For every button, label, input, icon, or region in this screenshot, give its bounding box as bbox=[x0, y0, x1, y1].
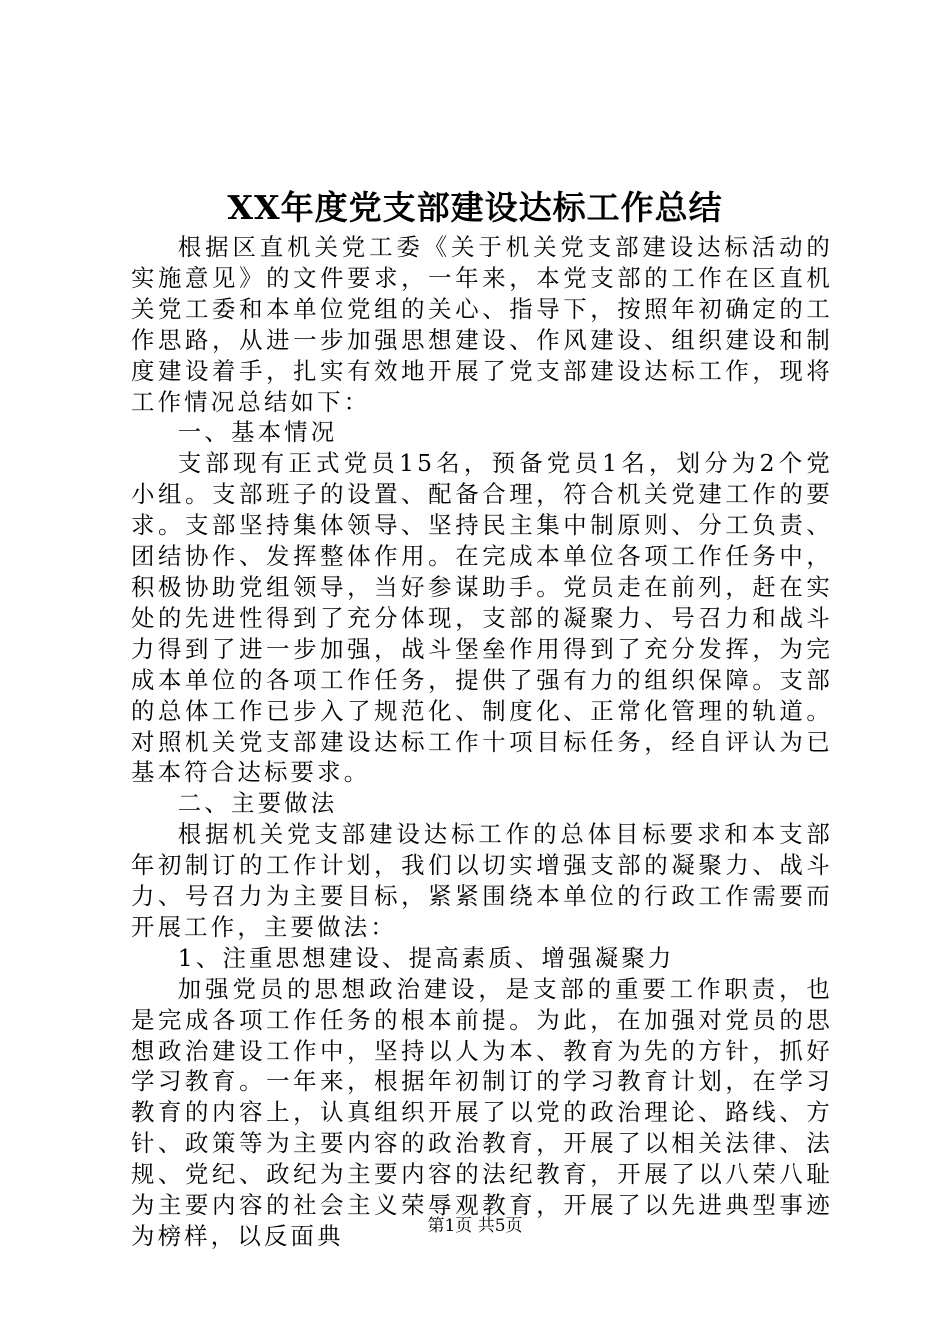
section-heading-basic-situation: 一、基本情况 bbox=[177, 418, 338, 447]
main-practices-paragraph: 根据机关党支部建设达标工作的总体目标要求和本支部年初制订的工作计划，我们以切实增强支部的凝聚力、战斗力、号召力为主要目标，紧紧围绕本单位的行政工作需要而开展工作，主要做法： bbox=[131, 820, 833, 941]
ideological-building-paragraph: 加强党员的思想政治建设，是支部的重要工作职责，也是完成各项工作任务的根本前提。为此，在加强对党员的思想政治建设工作中，坚持以人为本、教育为先的方针，抓好学习教育。一年来，根据年初制订的学习教育计划，在学习教育的内容上，认真组织开展了以党的政治理论、路线、方针、政策等为主要内容的政治教育，开展了以相关法律、法规、党纪、政纪为主要内容的法纪教育，开展了以八荣八耻为主要内容的社会主义荣辱观教育，开展了以先进典型事迹为榜样，以反面典 bbox=[131, 974, 833, 1250]
page-number-footer: 第1页 共5页 bbox=[427, 1216, 523, 1236]
subsection-heading-ideological-building: 1、注重思想建设、提高素质、增强凝聚力 bbox=[177, 943, 675, 972]
intro-paragraph: 根据区直机关党工委《关于机关党支部建设达标活动的实施意见》的文件要求，一年来，本党支部的工作在区直机关党工委和本单位党组的关心、指导下，按照年初确定的工作思路，从进一步加强思想建设、作风建设、组织建设和制度建设着手，扎实有效地开展了党支部建设达标工作，现将工作情况总结如下： bbox=[131, 233, 833, 416]
section-heading-main-practices: 二、主要做法 bbox=[177, 789, 338, 818]
document-title: XX年度党支部建设达标工作总结 bbox=[227, 188, 723, 227]
basic-situation-paragraph: 支部现有正式党员15名，预备党员1名，划分为2个党小组。支部班子的设置、配备合理，符合机关党建工作的要求。支部坚持集体领导、坚持民主集中制原则、分工负责、团结协作、发挥整体作用。在完成本单位各项工作任务中，积极协助党组领导，当好参谋助手。党员走在前列，赶在实处的先进性得到了充分体现，支部的凝聚力、号召力和战斗力得到了进一步加强，战斗堡垒作用得到了充分发挥，为完成本单位的各项工作任务，提供了强有力的组织保障。支部的总体工作已步入了规范化、制度化、正常化管理的轨道。对照机关党支部建设达标工作十项目标任务，经自评认为已基本符合达标要求。 bbox=[131, 449, 833, 787]
document-body bbox=[131, 232, 833, 1252]
